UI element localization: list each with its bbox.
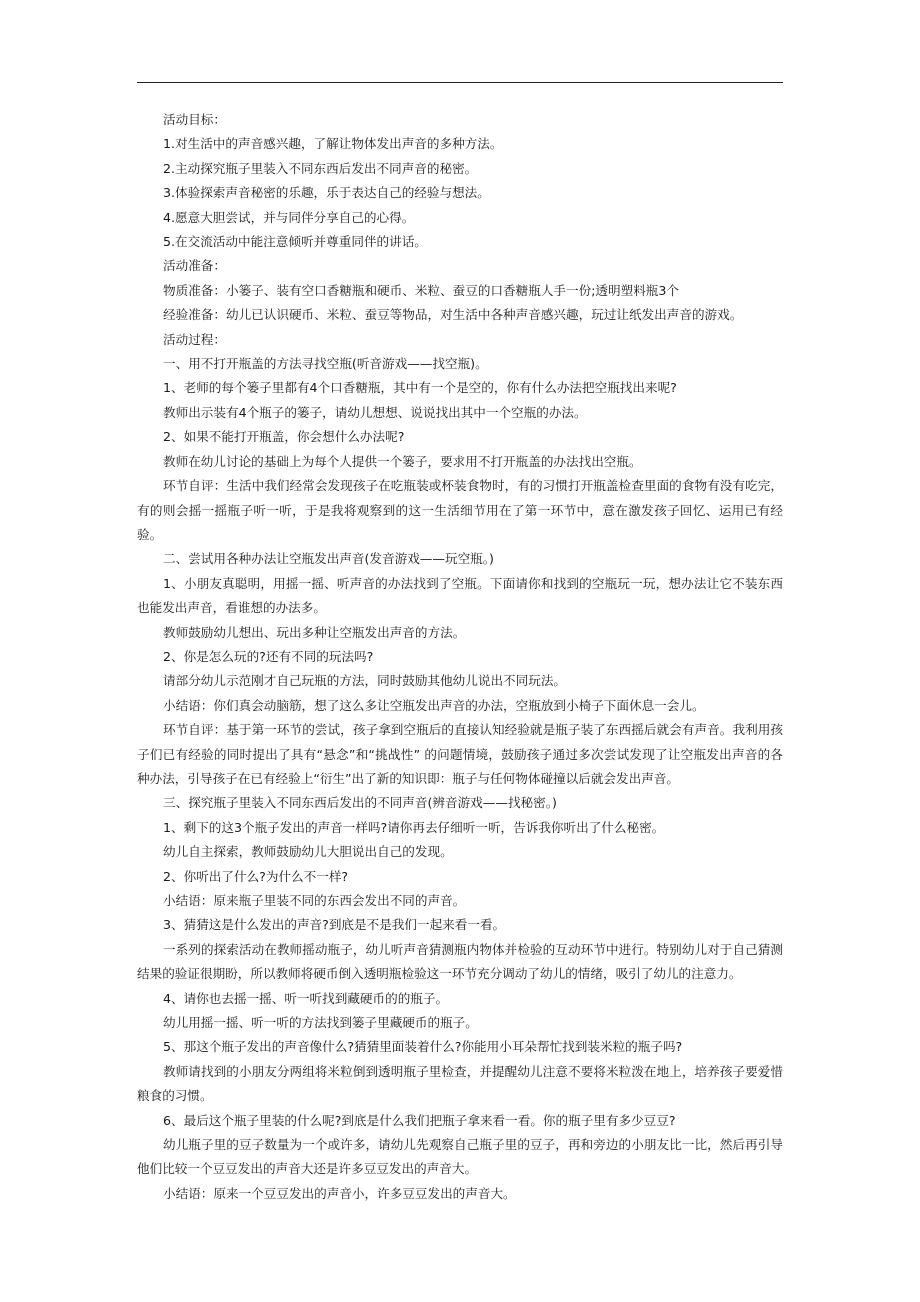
paragraph: 1、剩下的这3个瓶子发出的声音一样吗?请你再去仔细听一听，告诉我你听出了什么秘密。 bbox=[163, 819, 665, 835]
section-1-heading: 一、用不打开瓶盖的方法寻找空瓶(听音游戏——找空瓶)。 bbox=[163, 356, 488, 372]
section-2-heading: 二、尝试用各种办法让空瓶发出声音(发音游戏——玩空瓶。) bbox=[163, 551, 494, 567]
paragraph: 2、如果不能打开瓶盖，你会想什么办法呢? bbox=[163, 429, 405, 445]
heading-activity-process: 活动过程： bbox=[163, 331, 226, 347]
paragraph: 3、猜猜这是什么发出的声音?到底是不是我们一起来看一看。 bbox=[163, 917, 506, 933]
paragraph: 一系列的探索活动在教师摇动瓶子，幼儿听声音猜测瓶内物体并检验的互动环节中进行。特别幼儿对于自己猜测结果的验证很期盼，所以教师将硬币倒入透明瓶检验这一环节充分调动了幼儿的情绪，吸引了幼儿的注意力。 bbox=[137, 941, 783, 982]
paragraph: 2、你听出了什么?为什么不一样? bbox=[163, 868, 349, 884]
goal-item-2: 2.主动探究瓶子里装入不同东西后发出不同声音的秘密。 bbox=[163, 160, 478, 176]
goal-item-4: 4.愿意大胆尝试，并与同伴分享自己的心得。 bbox=[163, 209, 415, 225]
self-evaluation: 环节自评：基于第一环节的尝试，孩子拿到空瓶后的直接认知经验就是瓶子装了东西摇后就会有声音。我利用孩子们已有经验的同时提出了具有“悬念”和“挑战性” 的问题情境，鼓励孩子通过多次尝试发现了让空瓶发出声音的各种办法，引导孩子在已有经验上“衍生”出了新的知识即：瓶子与任何物体碰撞以后就会发出声音。 bbox=[137, 722, 783, 786]
material-preparation: 物质准备：小篓子、装有空口香糖瓶和硬币、米粒、蚕豆的口香糖瓶人手一份;透明塑料瓶3个 bbox=[163, 282, 680, 298]
paragraph: 教师鼓励幼儿想出、玩出多种让空瓶发出声音的方法。 bbox=[163, 624, 466, 640]
goal-item-1: 1.对生活中的声音感兴趣，了解让物体发出声音的多种方法。 bbox=[163, 136, 503, 152]
paragraph: 幼儿用摇一摇、听一听的方法找到篓子里藏硬币的瓶子。 bbox=[163, 1015, 478, 1031]
heading-activity-goals: 活动目标： bbox=[163, 112, 226, 127]
summary: 小结语：你们真会动脑筋，想了这么多让空瓶发出声音的办法，空瓶放到小椅子下面休息一会儿。 bbox=[163, 697, 705, 713]
paragraph: 教师在幼儿讨论的基础上为每个人提供一个篓子，要求用不打开瓶盖的办法找出空瓶。 bbox=[163, 453, 642, 469]
paragraph: 教师出示装有4个瓶子的篓子，请幼儿想想、说说找出其中一个空瓶的办法。 bbox=[163, 404, 587, 420]
paragraph: 幼儿自主探索，教师鼓励幼儿大胆说出自己的发现。 bbox=[163, 844, 453, 860]
header-rule bbox=[137, 82, 783, 83]
section-3-heading: 三、探究瓶子里装入不同东西后发出的不同声音(辨音游戏——找秘密。) bbox=[163, 795, 557, 811]
summary: 小结语：原来瓶子里装不同的东西会发出不同的声音。 bbox=[163, 893, 466, 908]
paragraph: 1、小朋友真聪明，用摇一摇、听声音的办法找到了空瓶。下面请你和找到的空瓶玩一玩，想办法让它不装东西也能发出声音，看谁想的办法多。 bbox=[137, 575, 783, 616]
paragraph: 1、老师的每个篓子里都有4个口香糖瓶，其中有一个是空的，你有什么办法把空瓶找出来呢? bbox=[163, 380, 677, 396]
heading-activity-preparation: 活动准备： bbox=[163, 258, 226, 274]
paragraph: 教师请找到的小朋友分两组将米粒倒到透明瓶子里检查，并提醒幼儿注意不要将米粒泼在地上，培养孩子要爱惜粮食的习惯。 bbox=[137, 1063, 783, 1104]
paragraph: 2、你是怎么玩的?还有不同的玩法吗? bbox=[163, 648, 374, 664]
self-evaluation: 环节自评：生活中我们经常会发现孩子在吃瓶装或杯装食物时，有的习惯打开瓶盖检查里面的食物有没有吃完，有的则会摇一摇瓶子听一听，于是我将观察到的这一生活细节用在了第一环节中，意在激发孩子回忆、运用已有经验。 bbox=[137, 478, 783, 542]
document-body bbox=[137, 108, 783, 1206]
paragraph: 4、请你也去摇一摇、听一听找到藏硬币的的瓶子。 bbox=[163, 990, 449, 1006]
experience-preparation: 经验准备：幼儿已认识硬币、米粒、蚕豆等物品，对生活中各种声音感兴趣，玩过让纸发出声音的游戏。 bbox=[163, 307, 743, 323]
goal-item-3: 3.体验探索声音秘密的乐趣，乐于表达自己的经验与想法。 bbox=[163, 185, 490, 201]
summary: 小结语：原来一个豆豆发出的声音小，许多豆豆发出的声音大。 bbox=[163, 1185, 516, 1201]
paragraph: 请部分幼儿示范刚才自己玩瓶的方法，同时鼓励其他幼儿说出不同玩法。 bbox=[163, 673, 566, 689]
paragraph: 5、那这个瓶子发出的声音像什么?猜猜里面装着什么?你能用小耳朵帮忙找到装米粒的瓶子吗? bbox=[163, 1039, 683, 1055]
goal-item-5: 5.在交流活动中能注意倾听并尊重同伴的讲话。 bbox=[163, 234, 427, 250]
paragraph: 6、最后这个瓶子里装的什么呢?到底是什么我们把瓶子拿来看一看。你的瓶子里有多少豆豆? bbox=[163, 1112, 676, 1128]
paragraph: 幼儿瓶子里的豆子数量为一个或许多，请幼儿先观察自己瓶子里的豆子，再和旁边的小朋友比一比，然后再引导他们比较一个豆豆发出的声音大还是许多豆豆发出的声音大。 bbox=[137, 1137, 783, 1177]
